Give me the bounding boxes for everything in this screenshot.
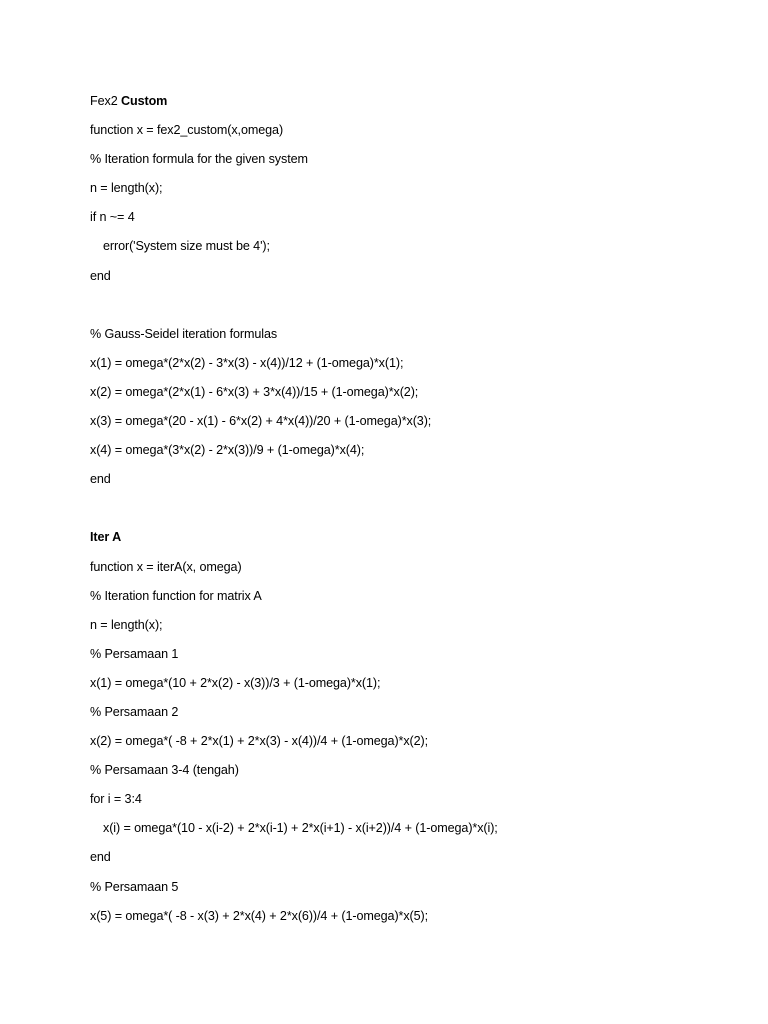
blank-line [90, 498, 730, 527]
section-heading-iter-a: Iter A [90, 530, 122, 545]
code-line: end [90, 472, 111, 487]
code-line: x(3) = omega*(20 - x(1) - 6*x(2) + 4*x(4))/20 + (1-omega)*x(3); [90, 414, 432, 429]
code-line: n = length(x); [90, 617, 163, 632]
code-line: x(2) = omega*(2*x(1) - 6*x(3) + 3*x(4))/15 + (1-omega)*x(2); [90, 384, 419, 399]
code-line-indented: error('System size must be 4'); [103, 239, 270, 254]
comment-line: % Persamaan 3-4 (tengah) [90, 763, 239, 778]
document-content [90, 91, 730, 935]
comment-line: % Persamaan 1 [90, 646, 179, 661]
blank-line [90, 295, 730, 324]
comment-line: % Iteration function for matrix A [90, 588, 262, 603]
section-heading-fex2 [90, 91, 730, 120]
code-line: x(1) = omega*(2*x(2) - 3*x(3) - x(4))/12 + (1-omega)*x(1); [90, 355, 404, 370]
comment-line: % Iteration formula for the given system [90, 152, 308, 167]
comment-line: % Persamaan 2 [90, 704, 179, 719]
code-line: x(1) = omega*(10 + 2*x(2) - x(3))/3 + (1-omega)*x(1); [90, 675, 381, 690]
code-line: x(5) = omega*( -8 - x(3) + 2*x(4) + 2*x(6))/4 + (1-omega)*x(5); [90, 908, 429, 923]
code-line: end [90, 850, 111, 865]
code-line: function x = fex2_custom(x,omega) [90, 123, 284, 138]
comment-line: % Persamaan 5 [90, 879, 179, 894]
code-line: end [90, 268, 111, 283]
code-line: x(4) = omega*(3*x(2) - 2*x(3))/9 + (1-omega)*x(4); [90, 443, 365, 458]
heading-bold: Custom [121, 94, 168, 108]
code-line: n = length(x); [90, 181, 163, 196]
code-line: for i = 3:4 [90, 792, 142, 807]
code-line-indented: x(i) = omega*(10 - x(i-2) + 2*x(i-1) + 2*x(i+1) - x(i+2))/4 + (1-omega)*x(i); [103, 821, 498, 836]
heading-prefix: Fex2 [90, 94, 121, 108]
comment-line: % Gauss-Seidel iteration formulas [90, 326, 278, 341]
code-line: x(2) = omega*( -8 + 2*x(1) + 2*x(3) - x(4))/4 + (1-omega)*x(2); [90, 734, 429, 749]
code-line: function x = iterA(x, omega) [90, 559, 242, 574]
code-line: if n ~= 4 [90, 210, 135, 225]
